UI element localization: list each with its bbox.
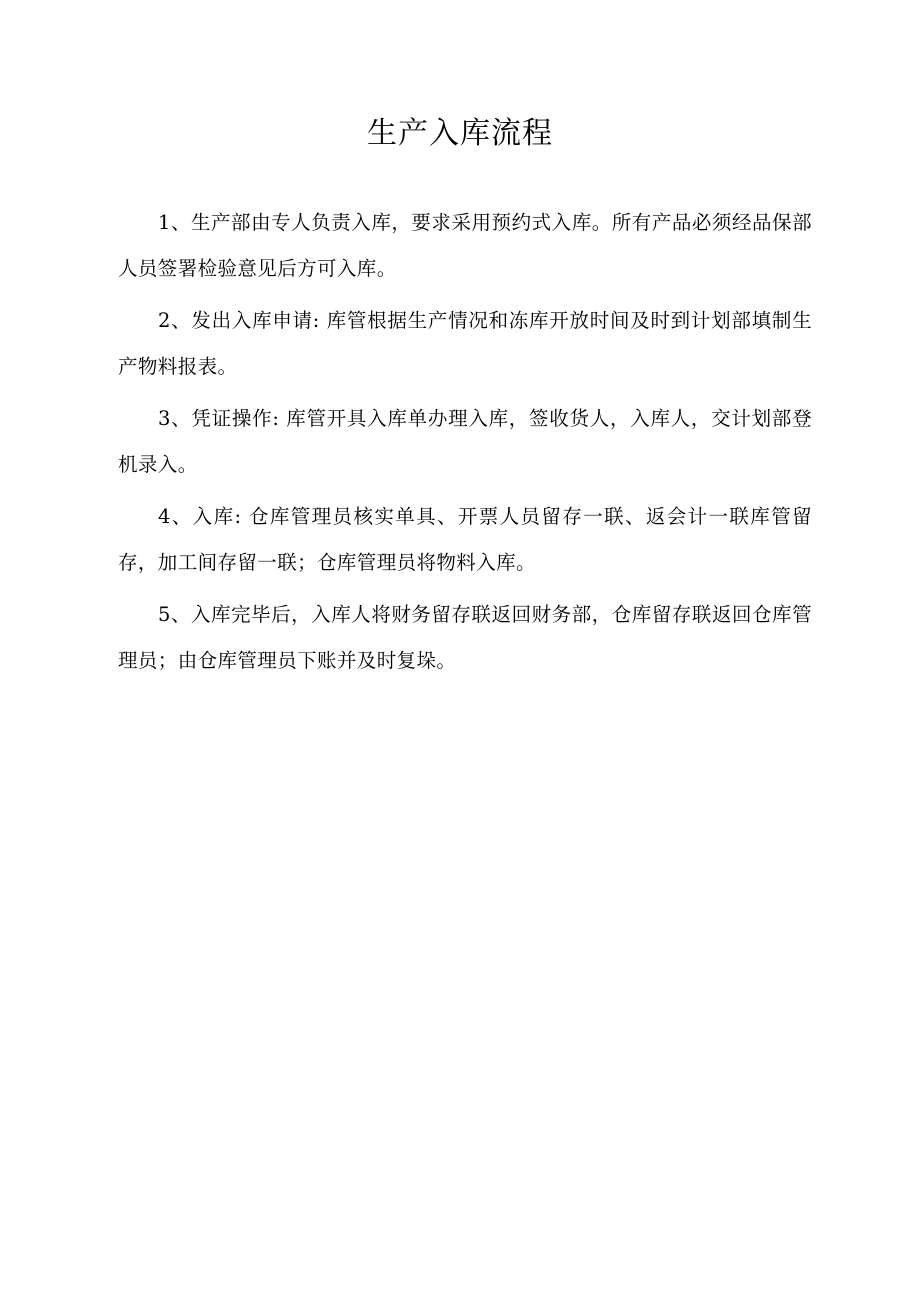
paragraph-3: 3、凭证操作: 库管开具入库单办理入库，签收货人，入库人，交计划部登机录入。 <box>118 407 812 476</box>
paragraph-1: 1、生产部由专人负责入库，要求采用预约式入库。所有产品必须经品保部人员签署检验意见后方可入库。 <box>118 211 812 280</box>
document-body <box>118 200 812 690</box>
page-title: 生产入库流程 <box>367 116 553 151</box>
paragraph-2: 2、发出入库申请: 库管根据生产情况和冻库开放时间及时到计划部填制生产物料报表。 <box>118 309 812 378</box>
paragraph-5: 5、入库完毕后，入库人将财务留存联返回财务部，仓库留存联返回仓库管理员；由仓库管理员下账并及时复垛。 <box>118 603 812 672</box>
paragraph-4: 4、入库: 仓库管理员核实单具、开票人员留存一联、返会计一联库管留存，加工间存留一联；仓库管理员将物料入库。 <box>118 505 812 574</box>
